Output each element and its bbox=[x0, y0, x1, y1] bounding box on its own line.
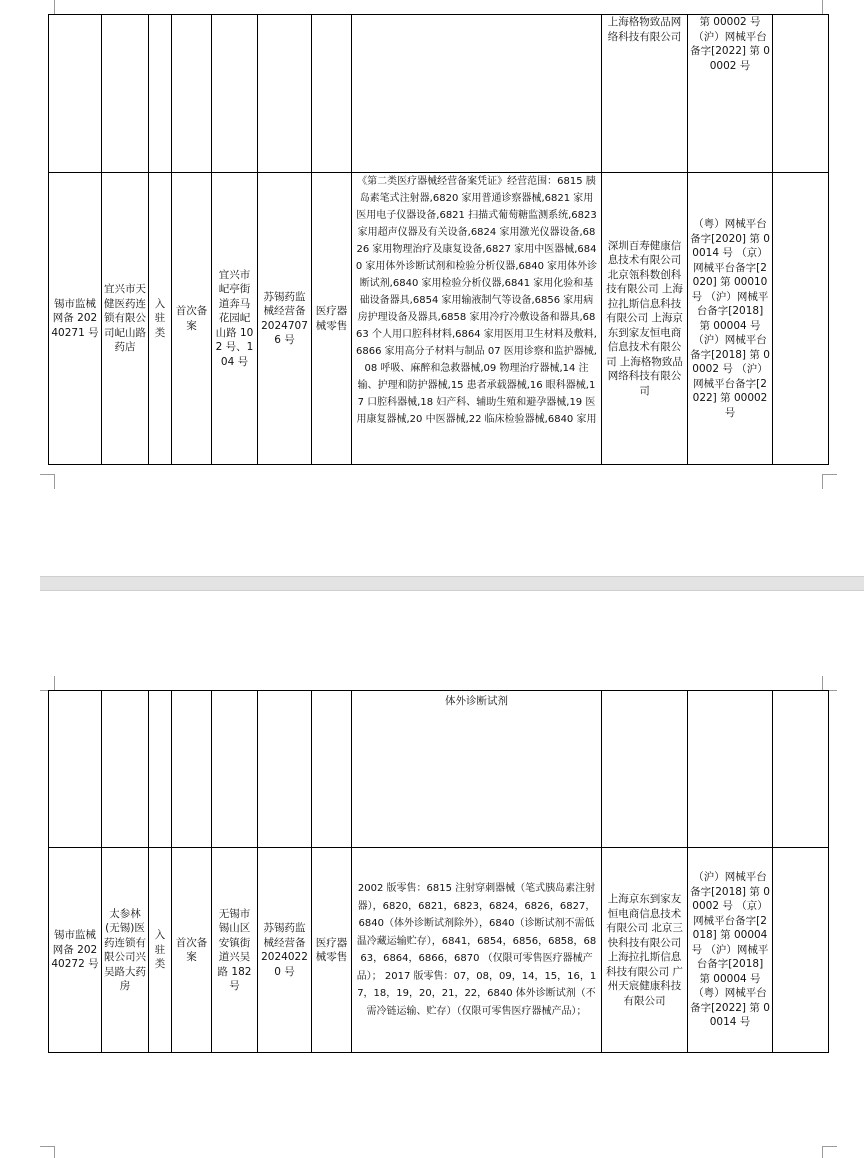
crop-mark bbox=[40, 676, 55, 691]
platform-record-line: （沪）网械平台备字[2022] 第 00002 号 bbox=[690, 30, 770, 72]
type-cell: 入驻类 bbox=[149, 173, 172, 465]
remark-cell bbox=[773, 173, 829, 465]
record-no-cell: 锡市监械网备 20240272 号 bbox=[49, 848, 102, 1053]
license-cell bbox=[258, 691, 312, 848]
table-row bbox=[49, 691, 829, 848]
company-cell: 宜兴市天健医药连锁有限公司屺山路药店 bbox=[102, 173, 149, 465]
crop-mark bbox=[822, 676, 837, 691]
crop-mark bbox=[40, 1146, 55, 1158]
filing-cell bbox=[172, 691, 212, 848]
address-cell bbox=[212, 691, 258, 848]
platform-record-cell bbox=[688, 691, 773, 848]
platform-operator-text: 上海格物致品网络科技有限公司 bbox=[607, 16, 682, 43]
business-cell bbox=[312, 15, 352, 173]
platform-operator-cell bbox=[602, 15, 688, 173]
company-cell: 太参林(无锡)医药连锁有限公司兴吴路大药房 bbox=[102, 848, 149, 1053]
license-cell: 苏锡药监械经营备 20240220 号 bbox=[258, 848, 312, 1053]
platform-record-cell: （沪）网械平台备字[2018] 第 00002 号 （京）网械平台备字[2018] 第 00004 号 （沪）网械平台备字[2018] 第 00004 号 （粤）网械平台备字[2022] 第 00014 号 bbox=[688, 848, 773, 1053]
filing-cell bbox=[172, 15, 212, 173]
record-table-page-1 bbox=[48, 14, 829, 465]
table-row bbox=[49, 173, 829, 465]
company-cell bbox=[102, 15, 149, 173]
business-cell: 医疗器械零售 bbox=[312, 848, 352, 1053]
crop-mark bbox=[822, 0, 837, 14]
table-row bbox=[49, 15, 829, 173]
company-cell bbox=[102, 691, 149, 848]
record-table-page-2 bbox=[48, 690, 829, 1053]
platform-operator-cell: 深圳百寿健康信息技术有限公司 北京瓴科数创科技有限公司 上海拉扎斯信息科技有限公司 上海京东到家友恒电商信息技术有限公司 上海格物致品网络科技有限公司 bbox=[602, 173, 688, 465]
crop-mark bbox=[40, 474, 55, 489]
record-no-cell: 锡市监械网备 20240271 号 bbox=[49, 173, 102, 465]
crop-mark bbox=[822, 474, 837, 489]
filing-cell: 首次备案 bbox=[172, 848, 212, 1053]
crop-mark bbox=[822, 1146, 837, 1158]
address-cell bbox=[212, 15, 258, 173]
scope-cell: 体外诊断试剂 bbox=[352, 691, 602, 848]
business-cell: 医疗器械零售 bbox=[312, 173, 352, 465]
crop-mark bbox=[40, 0, 55, 14]
license-cell: 苏锡药监械经营备 20247076 号 bbox=[258, 173, 312, 465]
remark-cell bbox=[773, 15, 829, 173]
remark-cell bbox=[773, 691, 829, 848]
platform-operator-cell bbox=[602, 691, 688, 848]
scope-cell: 2002 版零售：6815 注射穿刺器械（笔式胰岛素注射器），6820，6821，6823，6824，6826，6827，6840（体外诊断试剂除外），6840（诊断试剂不需低温冷藏运输贮存），6841，6854，6856，6858，6863，6864，6866，6870 （仅限可零售医疗器械产品）； 2017 版零售：07，08，09，14，15，16，17，18，19，20，21，22，6840 体外诊断试剂（不需冷链运输、贮存）（仅限可零售医疗器械产品）； bbox=[352, 848, 602, 1053]
platform-record-cell: （粤）网械平台备字[2020] 第 00014 号 （京）网械平台备字[2020] 第 00010 号 （沪）网械平台备字[2018] 第 00004 号 （沪）网械平台备字[2018] 第 00002 号 （沪）网械平台备字[2022] 第 00002 号 bbox=[688, 173, 773, 465]
page-separator bbox=[40, 576, 864, 591]
type-cell bbox=[149, 691, 172, 848]
type-cell bbox=[149, 15, 172, 173]
scope-cell bbox=[352, 15, 602, 173]
business-cell bbox=[312, 691, 352, 848]
table-row bbox=[49, 848, 829, 1053]
record-no-cell bbox=[49, 15, 102, 173]
address-cell: 宜兴市屺亭街道奔马花园屺山路 102 号、104 号 bbox=[212, 173, 258, 465]
platform-record-cell bbox=[688, 15, 773, 173]
remark-cell bbox=[773, 848, 829, 1053]
filing-cell: 首次备案 bbox=[172, 173, 212, 465]
record-no-cell bbox=[49, 691, 102, 848]
platform-record-line: 第 00002 号 bbox=[699, 16, 761, 28]
license-cell bbox=[258, 15, 312, 173]
platform-operator-cell: 上海京东到家友恒电商信息技术有限公司 北京三快科技有限公司 上海拉扎斯信息科技有限公司 广州天宸健康科技有限公司 bbox=[602, 848, 688, 1053]
address-cell: 无锡市锡山区安镇街道兴吴路 182 号 bbox=[212, 848, 258, 1053]
type-cell: 入驻类 bbox=[149, 848, 172, 1053]
scope-cell: 《第二类医疗器械经营备案凭证》经营范围：6815 胰岛素笔式注射器,6820 家用普通诊察器械,6821 家用医用电子仪器设备,6821 扫描式葡萄糖监测系统,6823 家用超声仪器及有关设备,6824 家用激光仪器设备,6826 家用物理治疗及康复设备,6827 家用中医器械,6840 家用体外诊断试剂和检验分析仪器,6840 家用体外诊断试剂,6840 家用检验分析仪器,6841 家用化验和基础设备器具,6854 家用输液制气等设备,6856 家用病房护理设备及器具,6858 家用冷疗冷敷设备和器具,6863 个人用口腔科材料,6864 家用医用卫生材料及敷料,6866 家用高分子材料与制品 07 医用诊察和监护器械,08 呼吸、麻醉和急救器械,09 物理治疗器械,14 注输、护理和防护器械,15 患者承载器械,16 眼科器械,17 口腔科器械,18 妇产科、辅助生殖和避孕器械,19 医用康复器械,20 中医器械,22 临床检验器械,6840 家用 bbox=[352, 173, 602, 465]
